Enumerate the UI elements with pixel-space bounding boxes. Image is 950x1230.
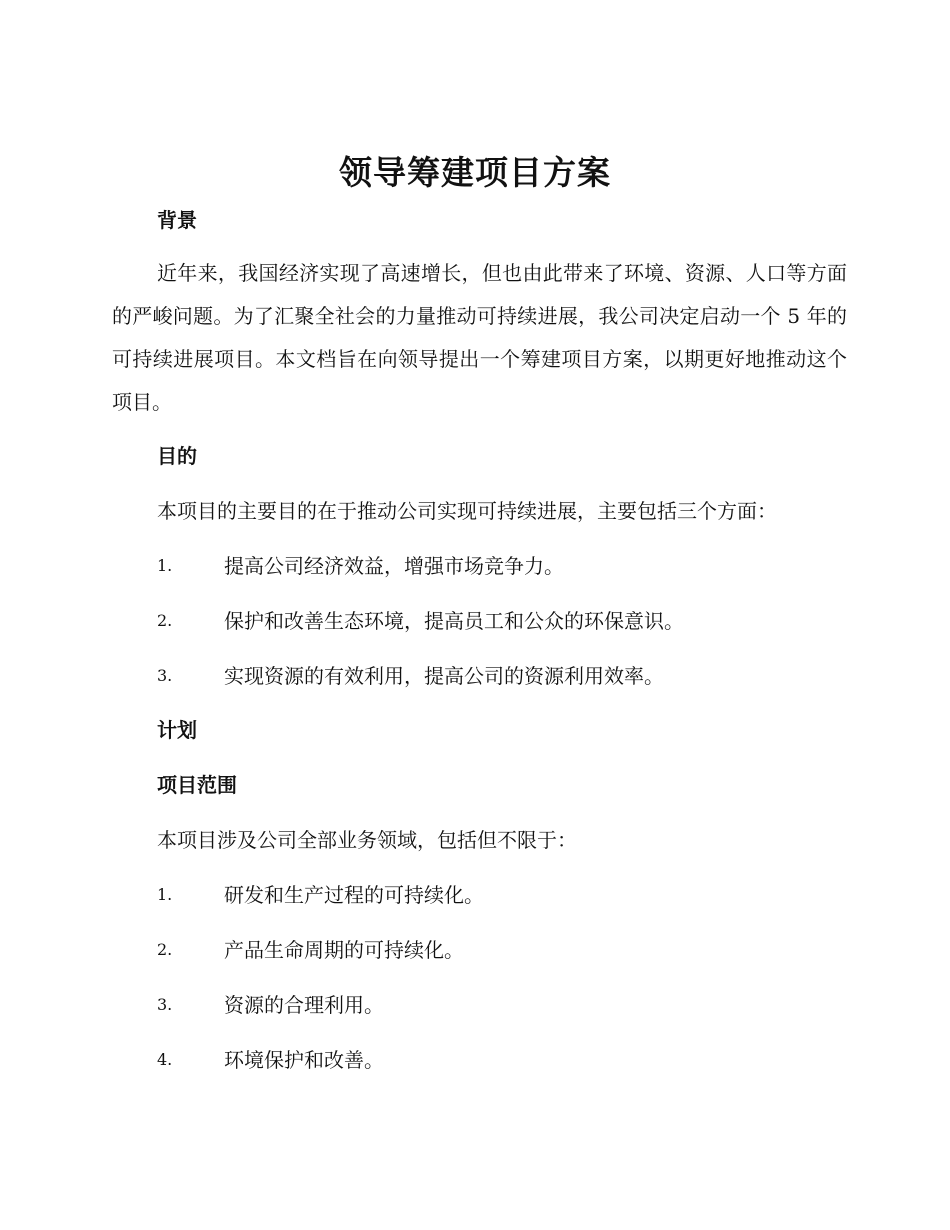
scope-intro: 本项目涉及公司全部业务领域，包括但不限于：: [157, 828, 577, 852]
list-item-text: 资源的合理利用。: [224, 993, 384, 1017]
section-heading-background: 背景: [157, 208, 197, 232]
list-item-number: 3.: [157, 666, 173, 685]
list-item-text: 研发和生产过程的可持续化。: [224, 883, 484, 907]
section-heading-purpose: 目的: [157, 444, 197, 468]
list-item-number: 1.: [157, 556, 173, 575]
document-title: 领导筹建项目方案: [339, 153, 611, 192]
purpose-intro: 本项目的主要目的在于推动公司实现可持续进展，主要包括三个方面：: [157, 499, 777, 523]
list-item-number: 2.: [157, 940, 173, 959]
list-item-text: 保护和改善生态环境，提高员工和公众的环保意识。: [224, 609, 684, 633]
list-item-number: 2.: [157, 611, 173, 630]
list-item-text: 环境保护和改善。: [224, 1048, 384, 1072]
list-item-number: 3.: [157, 995, 173, 1014]
subsection-heading-scope: 项目范围: [157, 773, 237, 797]
section-heading-plan: 计划: [157, 718, 197, 742]
list-item-text: 产品生命周期的可持续化。: [224, 938, 464, 962]
list-item-number: 1.: [157, 885, 173, 904]
background-paragraph: 近年来，我国经济实现了高速增长，但也由此带来了环境、资源、人口等方面的严峻问题。为了汇聚全社会的力量推动可持续进展，我公司决定启动一个 5 年的可持续进展项目。本文档旨在向领导提出一个筹建项目方案，以期更好地推动这个项目。: [112, 261, 847, 414]
list-item-number: 4.: [157, 1050, 173, 1069]
list-item-text: 提高公司经济效益，增强市场竞争力。: [224, 554, 564, 578]
list-item-text: 实现资源的有效利用，提高公司的资源利用效率。: [224, 664, 664, 688]
